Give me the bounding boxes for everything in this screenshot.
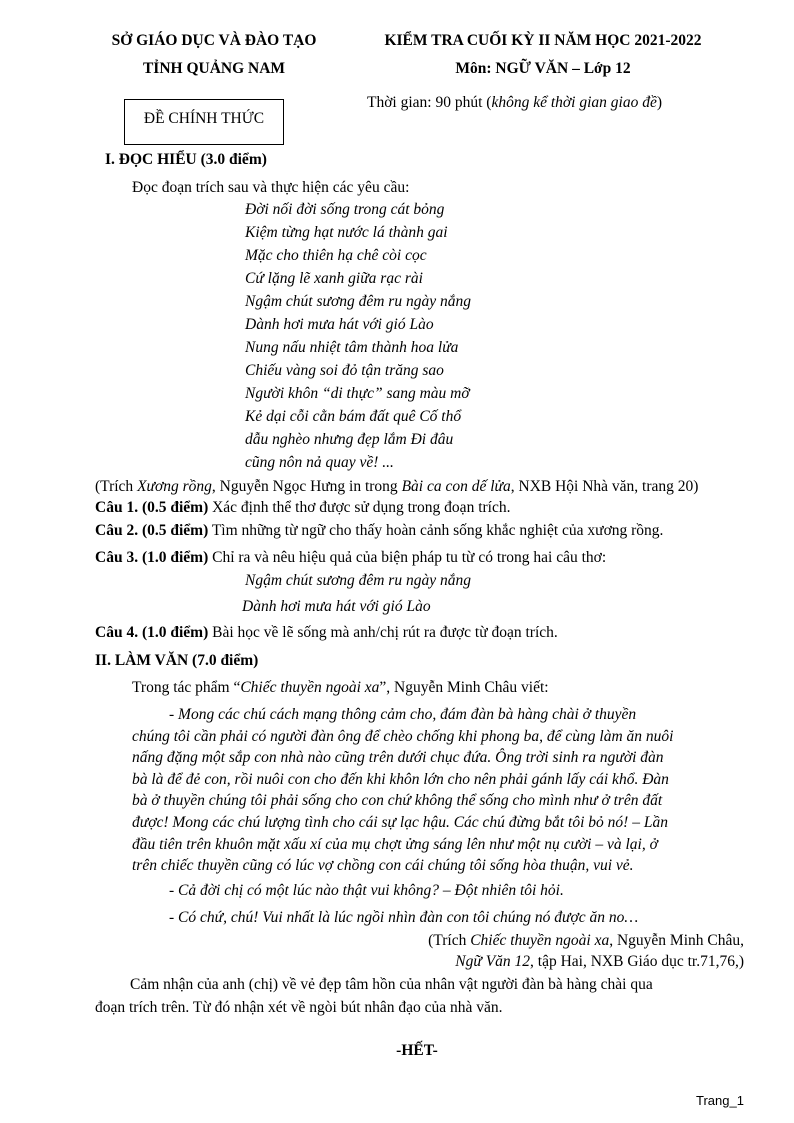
- question-3-label: Câu 3. (1.0 điểm): [95, 549, 209, 566]
- source-work: Xương rồng: [137, 478, 212, 495]
- poem-line: Cứ lặng lẽ xanh giữa rạc rài: [245, 270, 423, 287]
- question-2-text: Tìm những từ ngữ cho thấy hoàn cảnh sống khắc nghiệt của xương rồng.: [208, 522, 664, 539]
- question-3-verse-2: Dành hơi mưa hát với gió Lào: [242, 598, 431, 615]
- excerpt-line: - Mong các chú cách mạng thông cảm cho, đám đàn bà hàng chài ở thuyền: [169, 706, 637, 723]
- excerpt-source-publisher: , tập Hai, NXB Giáo dục tr.71,76,): [530, 953, 744, 970]
- poem-line: Nung nấu nhiệt tâm thành hoa lửa: [245, 339, 459, 356]
- official-stamp-text: ĐỀ CHÍNH THỨC: [143, 110, 265, 127]
- part2-intro-work: Chiếc thuyền ngoài xa: [240, 679, 380, 696]
- question-4-label: Câu 4. (1.0 điểm): [95, 624, 209, 641]
- excerpt-line: bà ở thuyền chúng tôi phải sống cho con chứ không thể sống cho mình như ở trên đất: [132, 792, 663, 810]
- excerpt-source-prefix: (Trích: [428, 932, 471, 949]
- poem-line: Ngậm chút sương đêm ru ngày nắng: [245, 293, 471, 310]
- time-note: không kể thời gian giao đề: [491, 94, 657, 111]
- province-name: TỈNH QUẢNG NAM: [142, 60, 286, 77]
- excerpt-source-author: , Nguyễn Minh Châu,: [609, 932, 744, 949]
- poem-line: Kẻ dại cỗi cằn bám đất quê Cố thổ: [245, 408, 462, 425]
- poem-line: Người khôn “di thực” sang màu mỡ: [245, 385, 470, 402]
- dialog-line-1: - Cả đời chị có một lúc nào thật vui không? – Đột nhiên tôi hỏi.: [169, 882, 564, 899]
- source-publisher: , NXB Hội Nhà văn, trang 20): [510, 478, 699, 495]
- poem-line: cũng nôn nả quay về! ...: [245, 454, 394, 471]
- part2-intro: [132, 679, 549, 697]
- question-3-text: Chỉ ra và nêu hiệu quả của biện pháp tu từ có trong hai câu thơ:: [208, 549, 607, 566]
- part1-heading: I. ĐỌC HIỂU (3.0 điểm): [105, 151, 267, 168]
- excerpt-line: chúng tôi cần phải có người đàn ông để chèo chống khi phong ba, để cùng làm ăn nuôi: [132, 727, 674, 745]
- time-prefix: Thời gian: 90 phút (: [367, 94, 492, 111]
- poem-line: Đời nối đời sống trong cát bỏng: [245, 201, 445, 218]
- excerpt-line: được! Mong các chú lượng tình cho cái sự lạc hậu. Các chú đừng bắt tôi bỏ nó! – Lần: [132, 814, 668, 831]
- essay-task-line-1: Cảm nhận của anh (chị) về vẻ đẹp tâm hồn của nhân vật người đàn bà hàng chài qua: [130, 976, 653, 993]
- part2-intro-suffix: ”, Nguyễn Minh Châu viết:: [379, 679, 549, 696]
- excerpt-line: nấng đặng một sắp con nhà nào cũng trên dưới chục đứa. Ông trời sinh ra người đàn: [132, 749, 664, 767]
- poem-line: Chiếu vàng soi đỏ tận trăng sao: [245, 362, 444, 379]
- excerpt-line: trên chiếc thuyền cũng có lúc vợ chồng con cái chúng tôi sống hòa thuận, vui vẻ.: [132, 857, 634, 875]
- excerpt-source-line-1: [428, 932, 744, 950]
- excerpt-line: đầu tiên trên khuôn mặt xấu xí của mụ chợt ửng sáng lên như một nụ cười – và lại, ở: [132, 835, 658, 853]
- dialog-line-2: - Có chứ, chú! Vui nhất là lúc ngồi nhìn đàn con tôi chúng nó được ăn no…: [169, 909, 639, 926]
- official-stamp-box: [124, 99, 284, 145]
- poem-line: dẫu nghèo nhưng đẹp lắm Đi đâu: [245, 431, 454, 448]
- question-2-label: Câu 2. (0.5 điểm): [95, 522, 209, 539]
- excerpt-source-line-2: [455, 953, 744, 971]
- excerpt-source-book: Ngữ Văn 12: [455, 953, 531, 970]
- department-name: SỞ GIÁO DỤC VÀ ĐÀO TẠO: [111, 32, 317, 49]
- part1-intro: Đọc đoạn trích sau và thực hiện các yêu cầu:: [132, 179, 410, 196]
- time-suffix: ): [656, 94, 663, 111]
- page-number: Trang_1: [696, 1093, 744, 1108]
- essay-task-line-2: đoạn trích trên. Từ đó nhận xét về ngòi bút nhân đạo của nhà văn.: [95, 999, 503, 1016]
- part2-intro-prefix: Trong tác phẩm “: [132, 679, 241, 696]
- poem-line: Mặc cho thiên hạ chê còi cọc: [245, 247, 427, 264]
- end-mark: -HẾT-: [396, 1042, 438, 1059]
- part2-heading: II. LÀM VĂN (7.0 điểm): [95, 652, 259, 669]
- poem-line: Kiệm từng hạt nước lá thành gai: [245, 224, 448, 241]
- time-limit: [367, 94, 662, 112]
- question-3: [95, 549, 606, 567]
- poem-source: [95, 478, 698, 496]
- source-book: Bài ca con dế lửa: [401, 478, 511, 495]
- question-1-text: Xác định thể thơ được sử dụng trong đoạn trích.: [208, 499, 511, 516]
- source-author: , Nguyễn Ngọc Hưng in trong: [211, 478, 402, 495]
- question-4: [95, 624, 558, 642]
- subject-line: Môn: NGỮ VĂN – Lớp 12: [455, 60, 631, 77]
- poem-line: Dành hơi mưa hát với gió Lào: [245, 316, 434, 333]
- excerpt-source-work: Chiếc thuyền ngoài xa: [470, 932, 610, 949]
- question-1: [95, 499, 510, 517]
- question-4-text: Bài học về lẽ sống mà anh/chị rút ra được từ đoạn trích.: [208, 624, 558, 641]
- excerpt-line: bà là để đẻ con, rồi nuôi con cho đến khi khôn lớn cho nên phải gánh lấy cái khổ. Đàn: [132, 770, 669, 788]
- question-1-label: Câu 1. (0.5 điểm): [95, 499, 209, 516]
- source-prefix: (Trích: [95, 478, 138, 495]
- exam-title: KIỂM TRA CUỐI KỲ II NĂM HỌC 2021-2022: [384, 32, 702, 49]
- question-3-verse-1: Ngậm chút sương đêm ru ngày nắng: [245, 572, 471, 589]
- question-2: [95, 522, 663, 540]
